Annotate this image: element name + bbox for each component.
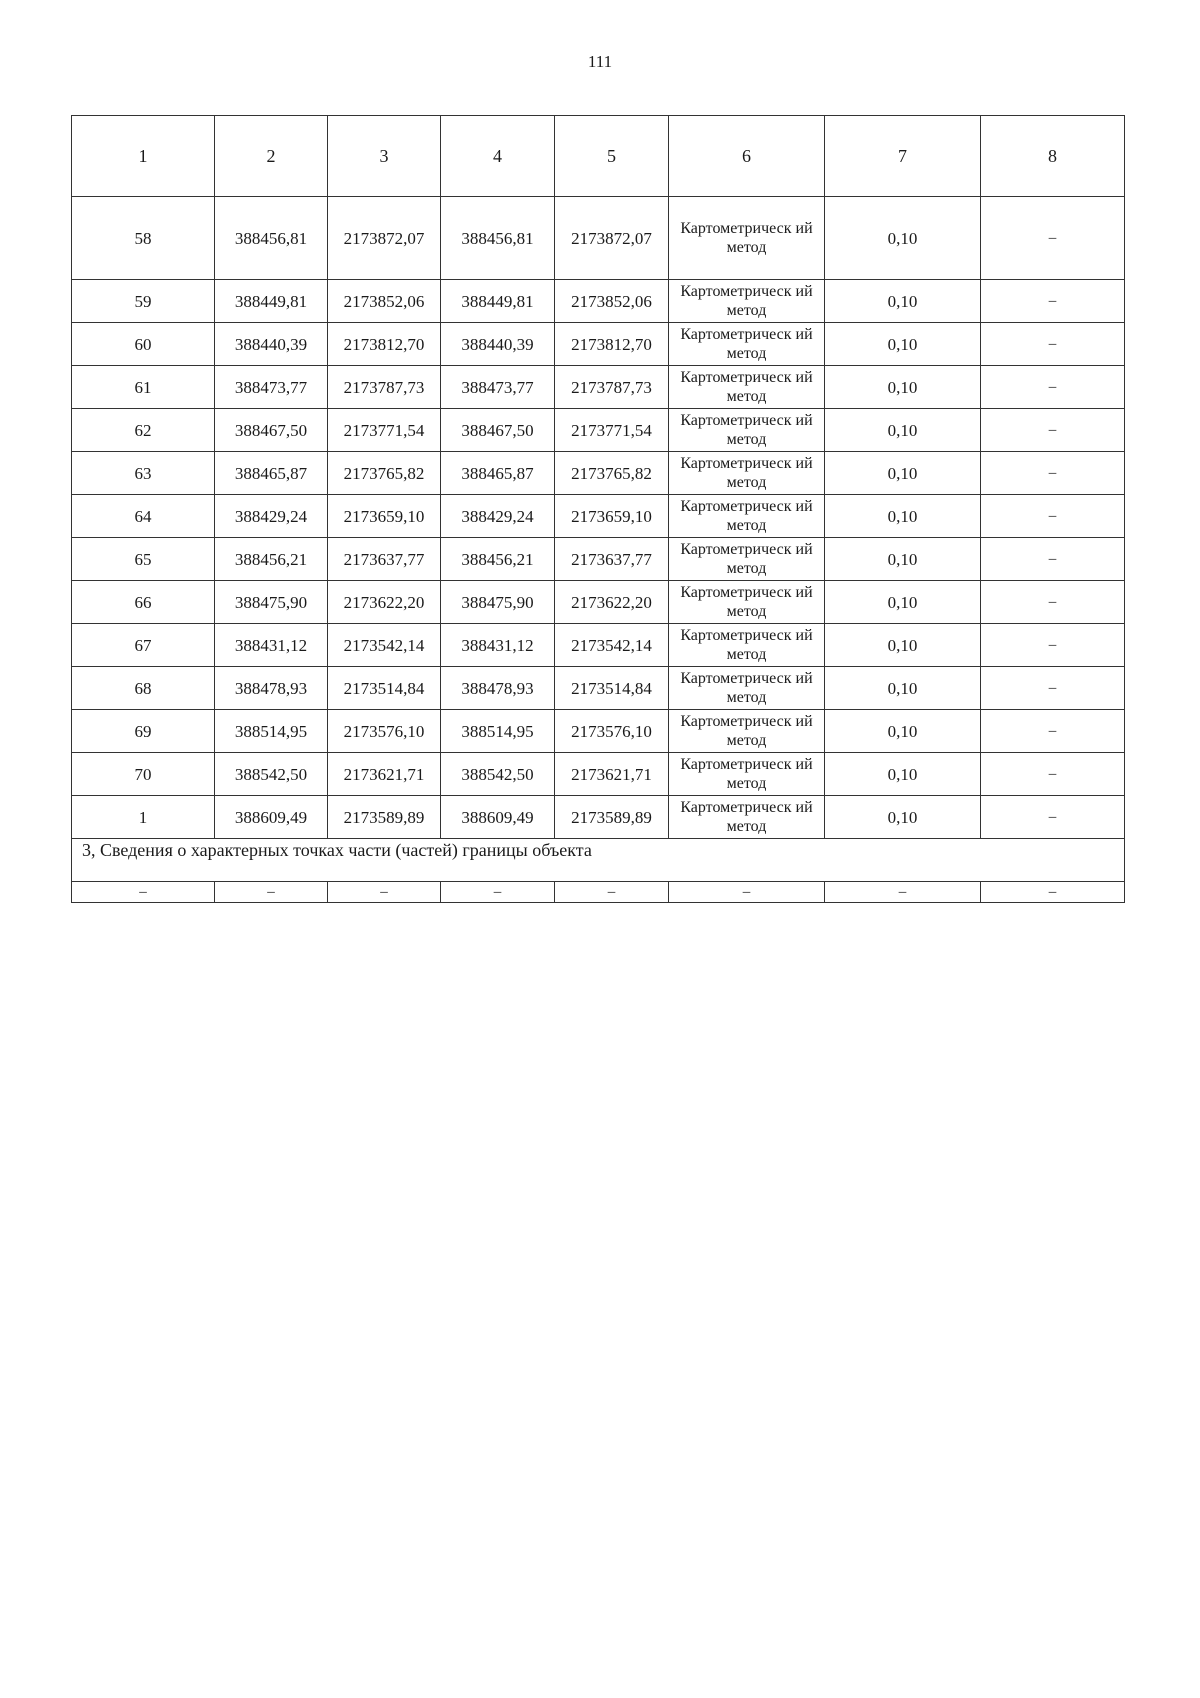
empty-cell: – bbox=[328, 882, 441, 903]
method-cell: Картометрическ ий метод bbox=[669, 409, 825, 452]
point-number-cell: 58 bbox=[72, 197, 215, 280]
table-row bbox=[72, 667, 1125, 710]
y-coord-cell: 2173872,07 bbox=[555, 197, 669, 280]
point-number-cell: 66 bbox=[72, 581, 215, 624]
method-cell: Картометрическ ий метод bbox=[669, 667, 825, 710]
x-coord-cell: 388478,93 bbox=[215, 667, 328, 710]
y-coord-cell: 2173771,54 bbox=[555, 409, 669, 452]
empty-row bbox=[72, 882, 1125, 903]
y-coord-cell: 2173542,14 bbox=[328, 624, 441, 667]
point-number-cell: 67 bbox=[72, 624, 215, 667]
x-coord-cell: 388440,39 bbox=[441, 323, 555, 366]
y-coord-cell: 2173852,06 bbox=[555, 280, 669, 323]
note-cell: – bbox=[981, 710, 1125, 753]
method-cell: Картометрическ ий метод bbox=[669, 452, 825, 495]
y-coord-cell: 2173872,07 bbox=[328, 197, 441, 280]
point-number-cell: 64 bbox=[72, 495, 215, 538]
method-cell: Картометрическ ий метод bbox=[669, 581, 825, 624]
x-coord-cell: 388449,81 bbox=[441, 280, 555, 323]
method-cell: Картометрическ ий метод bbox=[669, 753, 825, 796]
x-coord-cell: 388431,12 bbox=[215, 624, 328, 667]
header-cell: 7 bbox=[825, 116, 981, 197]
note-cell: – bbox=[981, 366, 1125, 409]
x-coord-cell: 388440,39 bbox=[215, 323, 328, 366]
x-coord-cell: 388542,50 bbox=[215, 753, 328, 796]
header-cell: 2 bbox=[215, 116, 328, 197]
method-cell: Картометрическ ий метод bbox=[669, 796, 825, 839]
table-row bbox=[72, 197, 1125, 280]
accuracy-cell: 0,10 bbox=[825, 538, 981, 581]
y-coord-cell: 2173576,10 bbox=[555, 710, 669, 753]
note-cell: – bbox=[981, 280, 1125, 323]
accuracy-cell: 0,10 bbox=[825, 495, 981, 538]
y-coord-cell: 2173637,77 bbox=[328, 538, 441, 581]
note-cell: – bbox=[981, 495, 1125, 538]
accuracy-cell: 0,10 bbox=[825, 710, 981, 753]
y-coord-cell: 2173637,77 bbox=[555, 538, 669, 581]
point-number-cell: 63 bbox=[72, 452, 215, 495]
method-cell: Картометрическ ий метод bbox=[669, 197, 825, 280]
method-cell: Картометрическ ий метод bbox=[669, 495, 825, 538]
x-coord-cell: 388473,77 bbox=[441, 366, 555, 409]
x-coord-cell: 388542,50 bbox=[441, 753, 555, 796]
header-cell: 8 bbox=[981, 116, 1125, 197]
y-coord-cell: 2173659,10 bbox=[328, 495, 441, 538]
x-coord-cell: 388431,12 bbox=[441, 624, 555, 667]
method-cell: Картометрическ ий метод bbox=[669, 323, 825, 366]
note-cell: – bbox=[981, 197, 1125, 280]
x-coord-cell: 388449,81 bbox=[215, 280, 328, 323]
x-coord-cell: 388456,81 bbox=[215, 197, 328, 280]
y-coord-cell: 2173812,70 bbox=[555, 323, 669, 366]
accuracy-cell: 0,10 bbox=[825, 323, 981, 366]
table-row bbox=[72, 452, 1125, 495]
note-cell: – bbox=[981, 409, 1125, 452]
method-cell: Картометрическ ий метод bbox=[669, 280, 825, 323]
y-coord-cell: 2173659,10 bbox=[555, 495, 669, 538]
method-cell: Картометрическ ий метод bbox=[669, 538, 825, 581]
y-coord-cell: 2173589,89 bbox=[328, 796, 441, 839]
point-number-cell: 70 bbox=[72, 753, 215, 796]
x-coord-cell: 388429,24 bbox=[441, 495, 555, 538]
x-coord-cell: 388475,90 bbox=[441, 581, 555, 624]
y-coord-cell: 2173622,20 bbox=[555, 581, 669, 624]
table-row bbox=[72, 409, 1125, 452]
point-number-cell: 69 bbox=[72, 710, 215, 753]
accuracy-cell: 0,10 bbox=[825, 667, 981, 710]
accuracy-cell: 0,10 bbox=[825, 753, 981, 796]
x-coord-cell: 388465,87 bbox=[215, 452, 328, 495]
point-number-cell: 1 bbox=[72, 796, 215, 839]
x-coord-cell: 388467,50 bbox=[441, 409, 555, 452]
note-cell: – bbox=[981, 452, 1125, 495]
x-coord-cell: 388456,21 bbox=[441, 538, 555, 581]
point-number-cell: 68 bbox=[72, 667, 215, 710]
table-row bbox=[72, 495, 1125, 538]
y-coord-cell: 2173589,89 bbox=[555, 796, 669, 839]
note-cell: – bbox=[981, 667, 1125, 710]
x-coord-cell: 388514,95 bbox=[215, 710, 328, 753]
y-coord-cell: 2173621,71 bbox=[555, 753, 669, 796]
section-title: 3, Сведения о характерных точках части (частей) границы объекта bbox=[72, 839, 1125, 882]
x-coord-cell: 388467,50 bbox=[215, 409, 328, 452]
x-coord-cell: 388429,24 bbox=[215, 495, 328, 538]
y-coord-cell: 2173622,20 bbox=[328, 581, 441, 624]
accuracy-cell: 0,10 bbox=[825, 197, 981, 280]
x-coord-cell: 388478,93 bbox=[441, 667, 555, 710]
header-row bbox=[72, 116, 1125, 197]
y-coord-cell: 2173787,73 bbox=[555, 366, 669, 409]
y-coord-cell: 2173852,06 bbox=[328, 280, 441, 323]
x-coord-cell: 388514,95 bbox=[441, 710, 555, 753]
note-cell: – bbox=[981, 624, 1125, 667]
page-number: 111 bbox=[587, 52, 613, 71]
y-coord-cell: 2173514,84 bbox=[328, 667, 441, 710]
method-cell: Картометрическ ий метод bbox=[669, 710, 825, 753]
point-number-cell: 61 bbox=[72, 366, 215, 409]
note-cell: – bbox=[981, 581, 1125, 624]
y-coord-cell: 2173771,54 bbox=[328, 409, 441, 452]
point-number-cell: 65 bbox=[72, 538, 215, 581]
accuracy-cell: 0,10 bbox=[825, 581, 981, 624]
x-coord-cell: 388456,21 bbox=[215, 538, 328, 581]
note-cell: – bbox=[981, 753, 1125, 796]
empty-cell: – bbox=[441, 882, 555, 903]
x-coord-cell: 388609,49 bbox=[441, 796, 555, 839]
header-cell: 5 bbox=[555, 116, 669, 197]
coordinates-table bbox=[71, 115, 1125, 903]
empty-cell: – bbox=[981, 882, 1125, 903]
y-coord-cell: 2173621,71 bbox=[328, 753, 441, 796]
header-cell: 3 bbox=[328, 116, 441, 197]
point-number-cell: 60 bbox=[72, 323, 215, 366]
point-number-cell: 59 bbox=[72, 280, 215, 323]
x-coord-cell: 388456,81 bbox=[441, 197, 555, 280]
x-coord-cell: 388475,90 bbox=[215, 581, 328, 624]
y-coord-cell: 2173576,10 bbox=[328, 710, 441, 753]
empty-cell: – bbox=[72, 882, 215, 903]
empty-cell: – bbox=[555, 882, 669, 903]
note-cell: – bbox=[981, 323, 1125, 366]
table-row bbox=[72, 538, 1125, 581]
section-row bbox=[72, 839, 1125, 882]
empty-cell: – bbox=[669, 882, 825, 903]
accuracy-cell: 0,10 bbox=[825, 280, 981, 323]
y-coord-cell: 2173812,70 bbox=[328, 323, 441, 366]
note-cell: – bbox=[981, 538, 1125, 581]
header-cell: 1 bbox=[72, 116, 215, 197]
table-row bbox=[72, 796, 1125, 839]
accuracy-cell: 0,10 bbox=[825, 796, 981, 839]
empty-cell: – bbox=[215, 882, 328, 903]
table-row bbox=[72, 366, 1125, 409]
header-cell: 4 bbox=[441, 116, 555, 197]
note-cell: – bbox=[981, 796, 1125, 839]
table-row bbox=[72, 624, 1125, 667]
header-cell: 6 bbox=[669, 116, 825, 197]
table-row bbox=[72, 581, 1125, 624]
accuracy-cell: 0,10 bbox=[825, 409, 981, 452]
y-coord-cell: 2173514,84 bbox=[555, 667, 669, 710]
accuracy-cell: 0,10 bbox=[825, 366, 981, 409]
point-number-cell: 62 bbox=[72, 409, 215, 452]
accuracy-cell: 0,10 bbox=[825, 452, 981, 495]
method-cell: Картометрическ ий метод bbox=[669, 624, 825, 667]
y-coord-cell: 2173787,73 bbox=[328, 366, 441, 409]
y-coord-cell: 2173765,82 bbox=[555, 452, 669, 495]
accuracy-cell: 0,10 bbox=[825, 624, 981, 667]
y-coord-cell: 2173542,14 bbox=[555, 624, 669, 667]
table-row bbox=[72, 323, 1125, 366]
table-row bbox=[72, 710, 1125, 753]
method-cell: Картометрическ ий метод bbox=[669, 366, 825, 409]
x-coord-cell: 388473,77 bbox=[215, 366, 328, 409]
x-coord-cell: 388609,49 bbox=[215, 796, 328, 839]
x-coord-cell: 388465,87 bbox=[441, 452, 555, 495]
table-row bbox=[72, 753, 1125, 796]
y-coord-cell: 2173765,82 bbox=[328, 452, 441, 495]
empty-cell: – bbox=[825, 882, 981, 903]
table-row bbox=[72, 280, 1125, 323]
